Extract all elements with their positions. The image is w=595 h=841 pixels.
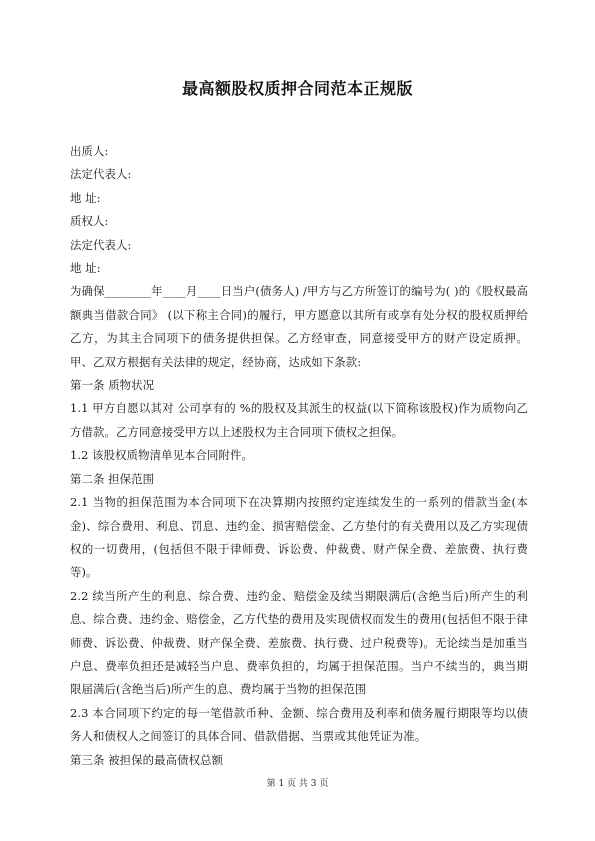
clause-paragraph: 1.1 甲方自愿以其对 公司享有的 %的股权及其派生的权益(以下简称该股权)作为质物向乙方借款。乙方同意接受甲方以上述股权为主合同项下债权之担保。 [70,401,528,439]
field-address: 地 址: [70,190,101,205]
field-legal-representative: 法定代表人: [70,167,132,182]
preamble-paragraph: 为确保________年____月____日当户(债务人) /甲方与乙方所签订的编号为( )的《股权最高额典当借款合同》 (以下称主合同)的履行，甲方愿意以其所有或享有处分权的股权质押给乙方，为其主合同项下的债务提供担保。乙方经审查，同意接受甲方的财产设定质押。甲、乙双方根据有关法律的规定，经协商，达成如下条款: [70,284,528,369]
clause-paragraph: 2.3 本合同项下约定的每一笔借款币种、金额、综合费用及利率和债务履行期限等均以债务人和债权人之间签订的具体合同、借款借据、当票或其他凭证为准。 [70,705,528,744]
document-title: 最高额股权质押合同范本正规版 [181,79,413,98]
page-number: 第 1 页 共 3 页 [266,779,329,789]
article-heading: 第二条 担保范围 [70,471,155,486]
field-legal-representative: 法定代表人: [70,237,132,252]
article-heading: 第一条 质物状况 [70,378,155,393]
clause-paragraph: 2.1 当物的担保范围为本合同项下在决算期内按照约定连续发生的一系列的借款当金(本金)、综合费用、利息、罚息、违约金、损害赔偿金、乙方垫付的有关费用以及乙方实现债权的一切费用，(包括但不限于律师费、诉讼费、仲裁费、财产保全费、差旅费、执行费等)。 [70,495,528,580]
document-body [70,140,528,772]
field-pledgor: 出质人: [70,144,109,158]
article-heading: 第三条 被担保的最高债权总额 [70,752,224,767]
clause-paragraph: 1.2 该股权质物清单见本合同附件。 [70,448,254,463]
field-pledgee: 质权人: [70,214,109,229]
clause-paragraph: 2.2 续当所产生的利息、综合费、违约金、赔偿金及续当期限满后(含绝当后)所产生的利息、综合费、违约金、赔偿金，乙方代垫的费用及实现债权而发生的费用(包括但不限于律师费、诉讼费、仲裁费、财产保全费、差旅费、执行费、过户税费等)。无论续当是加重当户息、费率负担还是减轻当户息、费率负担的，均属于担保范围。当户不续当的，典当期限届满后(含绝当后)所产生的息、费均属于当物的担保范围 [70,588,528,697]
field-address: 地 址: [70,261,101,276]
